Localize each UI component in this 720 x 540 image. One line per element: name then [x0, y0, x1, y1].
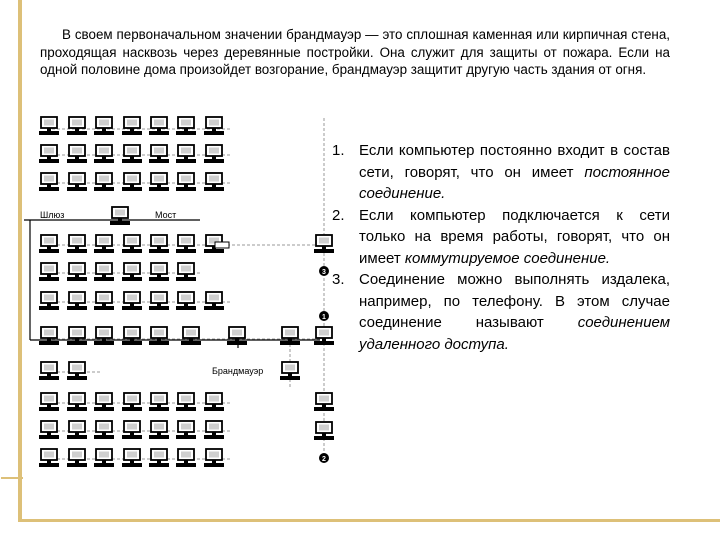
list-text: Если компьютер постоянно входит в состав сети, говорят, что он имеет постоянное соединение. — [359, 142, 670, 202]
marker-2 — [319, 453, 329, 463]
svg-text:2: 2 — [322, 456, 326, 463]
list-number: 3. — [332, 271, 345, 288]
intro-paragraph: В своем первоначальном значении брандмауэр — это сплошная каменная или кирпичная стена, проходящая насквозь через деревянные постройки. Она служит для защиты от пожара. Если на одной половине дома произойдет возгорание, брандмауэр защитит другую часть здания от огня. — [40, 27, 670, 77]
bridge-device — [215, 242, 229, 248]
list-item — [332, 269, 670, 355]
list-number: 1. — [332, 142, 345, 159]
bridge-label: Мост — [155, 210, 177, 220]
firewall-label: Брандмауэр — [212, 366, 264, 376]
list-text: Если компьютер подключается к сети только на время работы, говорят, что он имеет коммутируемое соединение. — [359, 206, 670, 267]
marker-3 — [319, 266, 329, 276]
list-item — [332, 205, 670, 270]
term-italic: коммутируемое соединение. — [404, 249, 611, 267]
marker-1 — [319, 311, 329, 321]
term-italic: соединением удаленного доступа. — [359, 314, 670, 353]
svg-text:1: 1 — [322, 314, 326, 321]
svg-text:3: 3 — [322, 269, 326, 276]
frame-bottom-rule — [18, 519, 720, 522]
list-text: Соединение можно выполнять издалека, например, по телефону. В этом случае соединение называют соединением удаленного доступа. — [359, 271, 670, 353]
term-italic: постоянное соединение. — [359, 163, 670, 202]
network-links — [52, 118, 324, 463]
connection-types-list — [332, 140, 670, 355]
computer-grid — [39, 117, 334, 467]
gateway-label: Шлюз — [40, 210, 65, 220]
list-item — [332, 140, 670, 205]
network-diagram — [20, 108, 350, 488]
list-number: 2. — [332, 206, 345, 224]
